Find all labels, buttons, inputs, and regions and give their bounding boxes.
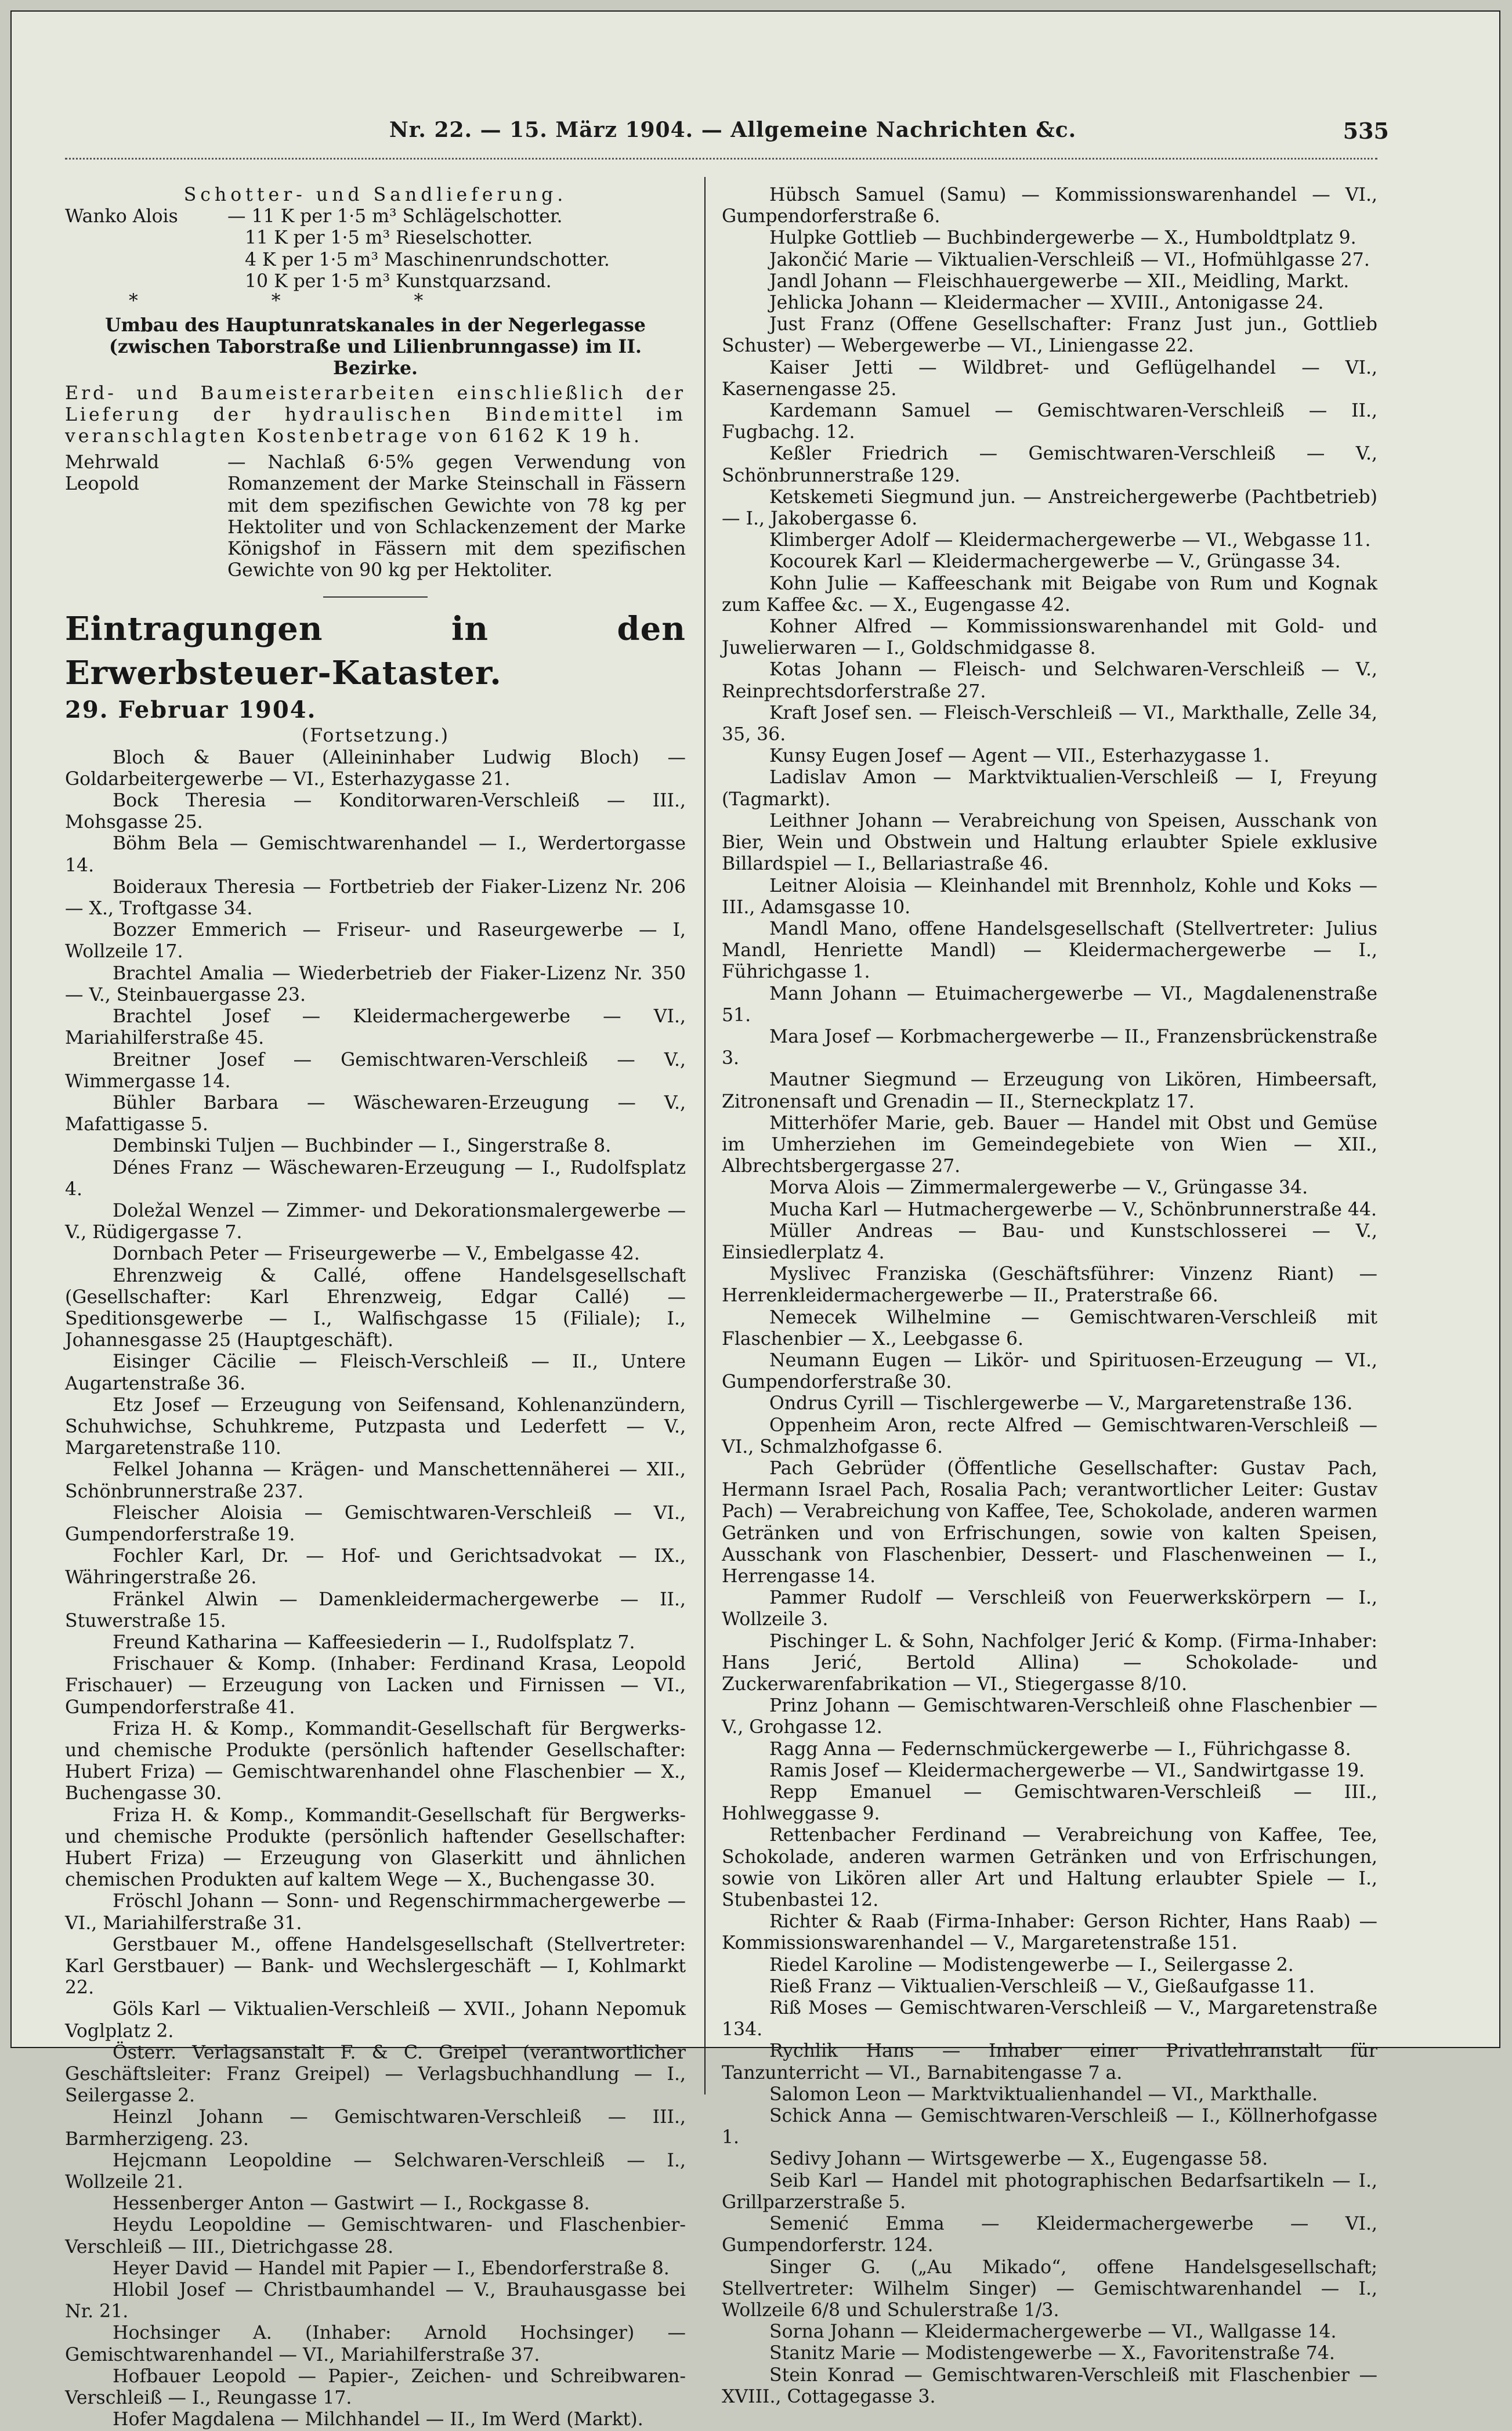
register-entry: Semenić Emma — Kleidermachergewerbe — VI., Gumpendorferstr. 124. xyxy=(722,2213,1377,2256)
register-entry: Boideraux Theresia — Fortbetrieb der Fiaker-Lizenz Nr. 206 — X., Troftgasse 34. xyxy=(65,876,686,920)
register-entry: Böhm Bela — Gemischtwarenhandel — I., Werdertorgasse 14. xyxy=(65,833,686,876)
register-entry: Singer G. („Au Mikado“, offene Handelsgesellschaft; Stellvertreter: Wilhelm Singer) — Gemischtwarenhandel — I., Wollzeile 6/8 und Schulerstraße 1/3. xyxy=(722,2256,1377,2321)
register-entry: Pischinger L. & Sohn, Nachfolger Jerić & Komp. (Firma-Inhaber: Hans Jerić, Bertold Allina) — Schokolade- und Zuckerwarenfabrikation — VI., Stiegergasse 8/10. xyxy=(722,1630,1377,1695)
header-rule xyxy=(65,158,1377,160)
register-entry: Österr. Verlagsanstalt F. & C. Greipel (verantwortlicher Geschäftsleiter: Franz Greipel) — Verlagsbuchhandlung — I., Seilergasse 2. xyxy=(65,2042,686,2107)
register-entry: Fränkel Alwin — Damenkleidermachergewerbe — II., Stuwerstraße 15. xyxy=(65,1589,686,1631)
register-entry: Kocourek Karl — Kleidermachergewerbe — V., Grüngasse 34. xyxy=(769,551,1341,573)
register-entry: Hejcmann Leopoldine — Selchwaren-Verschleiß — I., Wollzeile 21. xyxy=(65,2150,686,2193)
mehrwald-text: — Nachlaß 6·5% gegen Verwendung von Romanzement der Marke Steinschall in Fässern mit dem spezifischen Gewichte von 78 kg per Hektoliter und von Schlackenzement der Marke Königshof in Fässern mit dem spezifischen Gewichte von 90 kg per Hektoliter. xyxy=(227,452,686,581)
register-entry: Hübsch Samuel (Samu) — Kommissionswarenhandel — VI., Gumpendorferstraße 6. xyxy=(722,185,1377,227)
wanko-line: 11 K per 1·5 m³ Rieselschotter. xyxy=(245,227,533,249)
register-entry: Bock Theresia — Konditorwaren-Verschleiß — III., Mohsgasse 25. xyxy=(65,790,686,833)
register-entry: Ondrus Cyrill — Tischlergewerbe — V., Margaretenstraße 136. xyxy=(769,1393,1353,1415)
register-entry: Riß Moses — Gemischtwaren-Verschleiß — V., Margaretenstraße 134. xyxy=(722,1998,1377,2041)
register-entry: Hofer Magdalena — Milchhandel — II., Im Werd (Markt). xyxy=(113,2409,643,2430)
wanko-name: Wanko Alois xyxy=(65,206,178,227)
register-entry: Rieß Franz — Viktualien-Verschleiß — V., Gießaufgasse 11. xyxy=(769,1976,1315,1997)
register-entry: Klimberger Adolf — Kleidermachergewerbe — VI., Webgasse 11. xyxy=(769,530,1371,551)
umbau-heading: Umbau des Hauptunratskanales in der Negerlegasse (zwischen Taborstraße und Lilienbrunngasse) im II. Bezirke. xyxy=(105,314,646,379)
register-entry: Myslivec Franziska (Geschäftsführer: Vinzenz Riant) — Herrenkleidermachergewerbe — II., Praterstraße 66. xyxy=(722,1264,1377,1307)
register-entry: Ketskemeti Siegmund jun. — Anstreichergewerbe (Pachtbetrieb) — I., Jakobergasse 6. xyxy=(722,486,1377,530)
register-entry: Jehlicka Johann — Kleidermacher — XVIII., Antonigasse 24. xyxy=(769,292,1324,314)
schotter-heading: Schotter- und Sandlieferung. xyxy=(183,185,567,205)
register-entry: Just Franz (Offene Gesellschafter: Franz Just jun., Gottlieb Schuster) — Webergewerbe — VI., Liniengasse 22. xyxy=(722,314,1377,357)
register-entry: Etz Josef — Erzeugung von Seifensand, Kohlenanzündern, Schuhwichse, Schuhkreme, Putzpasta und Lederfett — V., Margaretenstraße 110. xyxy=(65,1394,686,1459)
register-entry: Jandl Johann — Fleischhauergewerbe — XII., Meidling, Markt. xyxy=(769,270,1350,292)
page-number: 535 xyxy=(1343,118,1389,144)
register-entry: Neumann Eugen — Likör- und Spirituosen-Erzeugung — VI., Gumpendorferstraße 30. xyxy=(722,1350,1377,1393)
register-entry: Müller Andreas — Bau- und Kunstschlosserei — V., Einsiedlerplatz 4. xyxy=(722,1220,1377,1263)
register-entry: Bozzer Emmerich — Friseur- und Raseurgewerbe — I, Wollzeile 17. xyxy=(65,920,686,963)
date-heading: 29. Februar 1904. xyxy=(65,696,317,724)
register-entry: Ehrenzweig & Callé, offene Handelsgesellschaft (Gesellschafter: Karl Ehrenzweig, Edgar Callé) — Speditionsgewerbe — I., Walfischgasse 15 (Filiale); I., Johannesgasse 25 (Hauptgeschäft). xyxy=(65,1265,686,1351)
register-entry: Seib Karl — Handel mit photographischen Bedarfsartikeln — I., Grillparzerstraße 5. xyxy=(722,2170,1377,2213)
register-entry: Leitner Aloisia — Kleinhandel mit Brennholz, Kohle und Koks — III., Adamsgasse 10. xyxy=(722,875,1377,918)
register-entry: Doležal Wenzel — Zimmer- und Dekorationsmalergewerbe — V., Rüdigergasse 7. xyxy=(65,1200,686,1243)
header-title: Nr. 22. — 15. März 1904. — Allgemeine Nachrichten &c. xyxy=(389,118,1077,142)
register-entry: Freund Katharina — Kaffeesiederin — I., Rudolfsplatz 7. xyxy=(113,1631,635,1653)
column-divider xyxy=(704,177,706,2094)
register-entry: Kotas Johann — Fleisch- und Selchwaren-Verschleiß — V., Reinprechtsdorferstraße 27. xyxy=(722,659,1377,702)
register-entry: Friza H. & Komp., Kommandit-Gesellschaft für Bergwerks- und chemische Produkte (persönlich haftender Gesellschafter: Hubert Friza) — Erzeugung von Glaserkitt und ähnlichen chemischen Produkten auf kaltem Wege — X., Buchengasse 30. xyxy=(65,1804,686,1891)
register-entry: Heinzl Johann — Gemischtwaren-Verschleiß — III., Barmherzigeng. 23. xyxy=(65,2107,686,2150)
section-stars: * * * xyxy=(129,291,487,312)
register-entry: Kraft Josef sen. — Fleisch-Verschleiß — VI., Markthalle, Zelle 34, 35, 36. xyxy=(722,702,1377,746)
register-entry: Stein Konrad — Gemischtwaren-Verschleiß mit Flaschenbier — XVIII., Cottagegasse 3. xyxy=(722,2364,1377,2407)
register-entry: Fochler Karl, Dr. — Hof- und Gerichtsadvokat — IX., Währingerstraße 26. xyxy=(65,1546,686,1589)
register-entry: Heyer David — Handel mit Papier — I., Ebendorferstraße 8. xyxy=(113,2258,670,2279)
register-entry: Mandl Mano, offene Handelsgesellschaft (Stellvertreter: Julius Mandl, Henriette Mandl) — Kleidermachergewerbe — I., Führichgasse 1. xyxy=(722,918,1377,983)
wanko-line: — 11 K per 1·5 m³ Schlägelschotter. xyxy=(227,206,563,227)
mehrwald-entry xyxy=(65,452,686,581)
right-column xyxy=(722,185,1377,2408)
register-entry: Rychlik Hans — Inhaber einer Privatlehranstalt für Tanzunterricht — VI., Barnabitengasse 7 a. xyxy=(722,2041,1377,2083)
register-entry: Jakončić Marie — Viktualien-Verschleiß — VI., Hofmühlgasse 27. xyxy=(769,249,1370,270)
register-entry: Felkel Johanna — Krägen- und Manschettennäherei — XII., Schönbrunnerstraße 237. xyxy=(65,1459,686,1502)
register-entry: Hessenberger Anton — Gastwirt — I., Rockgasse 8. xyxy=(113,2193,590,2215)
continuation-note: (Fortsetzung.) xyxy=(301,725,450,747)
register-entry: Repp Emanuel — Gemischtwaren-Verschleiß — III., Hohlweggasse 9. xyxy=(722,1782,1377,1825)
register-entry: Göls Karl — Viktualien-Verschleiß — XVII., Johann Nepomuk Voglplatz 2. xyxy=(65,1999,686,2042)
register-entry: Pammer Rudolf — Verschleiß von Feuerwerkskörpern — I., Wollzeile 3. xyxy=(722,1587,1377,1630)
register-entry: Brachtel Josef — Kleidermachergewerbe — VI., Mariahilferstraße 45. xyxy=(65,1006,686,1049)
register-entry: Eisinger Cäcilie — Fleisch-Verschleiß — II., Untere Augartenstraße 36. xyxy=(65,1351,686,1394)
register-entry: Fröschl Johann — Sonn- und Regenschirmmachergewerbe — VI., Mariahilferstraße 31. xyxy=(65,1891,686,1934)
register-entry: Gerstbauer M., offene Handelsgesellschaft (Stellvertreter: Karl Gerstbauer) — Bank- und Wechslergeschäft — I, Kohlmarkt 22. xyxy=(65,1934,686,1999)
mehrwald-name: Mehrwald Leopold xyxy=(65,452,160,495)
register-entry: Mautner Siegmund — Erzeugung von Likören, Himbeersaft, Zitronensaft und Grenadin — II., Sterneckplatz 17. xyxy=(722,1069,1377,1112)
register-entry: Kaiser Jetti — Wildbret- und Geflügelhandel — VI., Kasernengasse 25. xyxy=(722,357,1377,400)
register-entry: Friza H. & Komp., Kommandit-Gesellschaft für Bergwerks- und chemische Produkte (persönlich haftender Gesellschafter: Hubert Friza) — Gemischtwarenhandel ohne Flaschenbier — X., Buchengasse 30. xyxy=(65,1718,686,1804)
main-heading: Eintragungen in den Erwerbsteuer-Kataster. xyxy=(65,610,686,693)
register-entry: Dornbach Peter — Friseurgewerbe — V., Embelgasse 42. xyxy=(113,1243,640,1265)
register-entry: Bloch & Bauer (Alleininhaber Ludwig Bloch) — Goldarbeitergewerbe — VI., Esterhazygasse 21. xyxy=(65,747,686,790)
register-entry: Richter & Raab (Firma-Inhaber: Gerson Richter, Hans Raab) — Kommissionswarenhandel — V., Margaretenstraße 151. xyxy=(722,1911,1377,1954)
register-entry: Hochsinger A. (Inhaber: Arnold Hochsinger) — Gemischtwarenhandel — VI., Mariahilferstraße 37. xyxy=(65,2323,686,2365)
page-header xyxy=(77,118,1389,146)
register-entry: Dembinski Tuljen — Buchbinder — I., Singerstraße 8. xyxy=(113,1135,612,1157)
register-entry: Hulpke Gottlieb — Buchbindergewerbe — X., Humboldtplatz 9. xyxy=(769,227,1357,249)
register-entry: Kohner Alfred — Kommissionswarenhandel mit Gold- und Juwelierwaren — I., Goldschmidgasse 8. xyxy=(722,616,1377,659)
register-entry: Sedivy Johann — Wirtsgewerbe — X., Eugengasse 58. xyxy=(769,2148,1268,2170)
register-entry: Fleischer Aloisia — Gemischtwaren-Verschleiß — VI., Gumpendorferstraße 19. xyxy=(65,1502,686,1545)
register-entry: Brachtel Amalia — Wiederbetrieb der Fiaker-Lizenz Nr. 350 — V., Steinbauergasse 23. xyxy=(65,963,686,1005)
register-entry: Nemecek Wilhelmine — Gemischtwaren-Verschleiß mit Flaschenbier — X., Leebgasse 6. xyxy=(722,1307,1377,1350)
register-entry: Keßler Friedrich — Gemischtwaren-Verschleiß — V., Schönbrunnerstraße 129. xyxy=(722,443,1377,486)
register-entry: Heydu Leopoldine — Gemischtwaren- und Flaschenbier-Verschleiß — III., Dietrichgasse 28. xyxy=(65,2215,686,2258)
register-entry: Sorna Johann — Kleidermachergewerbe — VI., Wallgasse 14. xyxy=(769,2321,1337,2343)
register-entry: Mitterhöfer Marie, geb. Bauer — Handel mit Obst und Gemüse im Umherziehen im Gemeindegebiete von Wien — XII., Albrechtsbergergasse 27. xyxy=(722,1112,1377,1177)
register-entry: Schick Anna — Gemischtwaren-Verschleiß — I., Köllnerhofgasse 1. xyxy=(722,2106,1377,2148)
register-entry: Pach Gebrüder (Öffentliche Gesellschafter: Gustav Pach, Hermann Israel Pach, Rosalia Pach; verantwortlicher Leiter: Gustav Pach) — Verabreichung von Kaffee, Tee, Schokolade, anderen warmen Getränken und von Erfrischungen, sowie von kalten Speisen, Ausschank von Flaschenbier, Dessert- und Flaschenweinen — I., Herrengasse 14. xyxy=(722,1457,1377,1587)
register-entry: Mara Josef — Korbmachergewerbe — II., Franzensbrückenstraße 3. xyxy=(722,1026,1377,1069)
register-entry: Hlobil Josef — Christbaumhandel — V., Brauhausgasse bei Nr. 21. xyxy=(65,2280,686,2323)
wanko-line: 10 K per 1·5 m³ Kunstquarzsand. xyxy=(245,270,552,292)
register-entry: Frischauer & Komp. (Inhaber: Ferdinand Krasa, Leopold Frischauer) — Erzeugung von Lacken und Firnissen — VI., Gumpendorferstraße 41. xyxy=(65,1654,686,1718)
wanko-lines xyxy=(227,206,610,292)
register-entry: Oppenheim Aron, recte Alfred — Gemischtwaren-Verschleiß — VI., Schmalzhofgasse 6. xyxy=(722,1415,1377,1457)
register-entry: Ramis Josef — Kleidermachergewerbe — VI., Sandwirtgasse 19. xyxy=(769,1760,1365,1781)
register-entry: Breitner Josef — Gemischtwaren-Verschleiß — V., Wimmergasse 14. xyxy=(65,1049,686,1092)
register-entry: Kohn Julie — Kaffeeschank mit Beigabe von Rum und Kognak zum Kaffee &c. — X., Eugengasse 42. xyxy=(722,573,1377,616)
wanko-line: 4 K per 1·5 m³ Maschinenrundschotter. xyxy=(245,249,610,270)
register-entry: Rettenbacher Ferdinand — Verabreichung von Kaffee, Tee, Schokolade, anderen warmen Getränken und von Erfrischungen, sowie von Likören aller Art und Haltung erlaubter Spiele — I., Stubenbastei 12. xyxy=(722,1825,1377,1911)
erd-text: Erd- und Baumeisterarbeiten einschließlich der Lieferung der hydraulischen Bindemittel im veranschlagten Kostenbetrage von 6162 K 19 h. xyxy=(65,382,686,447)
register-entry: Kardemann Samuel — Gemischtwaren-Verschleiß — II., Fugbachg. 12. xyxy=(722,400,1377,443)
wanko-entry xyxy=(65,206,686,292)
register-entry: Bühler Barbara — Wäschewaren-Erzeugung — V., Mafattigasse 5. xyxy=(65,1092,686,1135)
register-entry: Salomon Leon — Marktviktualienhandel — VI., Markthalle. xyxy=(769,2083,1318,2105)
register-entry: Mucha Karl — Hutmachergewerbe — V., Schönbrunnerstraße 44. xyxy=(769,1199,1377,1220)
register-entry: Morva Alois — Zimmermalergewerbe — V., Grüngasse 34. xyxy=(769,1177,1308,1199)
section-divider xyxy=(323,596,428,598)
register-entry: Ladislav Amon — Marktviktualien-Verschleiß — I, Freyung (Tagmarkt). xyxy=(722,767,1377,810)
left-column xyxy=(65,185,686,2431)
register-entry: Hofbauer Leopold — Papier-, Zeichen- und Schreibwaren-Verschleiß — I., Reungasse 17. xyxy=(65,2365,686,2409)
register-entry: Stanitz Marie — Modistengewerbe — X., Favoritenstraße 74. xyxy=(769,2343,1335,2364)
register-entry: Leithner Johann — Verabreichung von Speisen, Ausschank von Bier, Wein und Obstwein und Haltung erlaubter Spiele exklusive Billardspiel — I., Bellariastraße 46. xyxy=(722,810,1377,875)
register-entry: Ragg Anna — Federnschmückergewerbe — I., Führichgasse 8. xyxy=(769,1738,1351,1760)
register-entry: Riedel Karoline — Modistengewerbe — I., Seilergasse 2. xyxy=(769,1954,1294,1976)
register-entry: Kunsy Eugen Josef — Agent — VII., Esterhazygasse 1. xyxy=(769,746,1270,767)
register-entry: Prinz Johann — Gemischtwaren-Verschleiß ohne Flaschenbier — V., Grohgasse 12. xyxy=(722,1695,1377,1738)
register-entry: Dénes Franz — Wäschewaren-Erzeugung — I., Rudolfsplatz 4. xyxy=(65,1157,686,1200)
register-entry: Mann Johann — Etuimachergewerbe — VI., Magdalenenstraße 51. xyxy=(722,983,1377,1026)
